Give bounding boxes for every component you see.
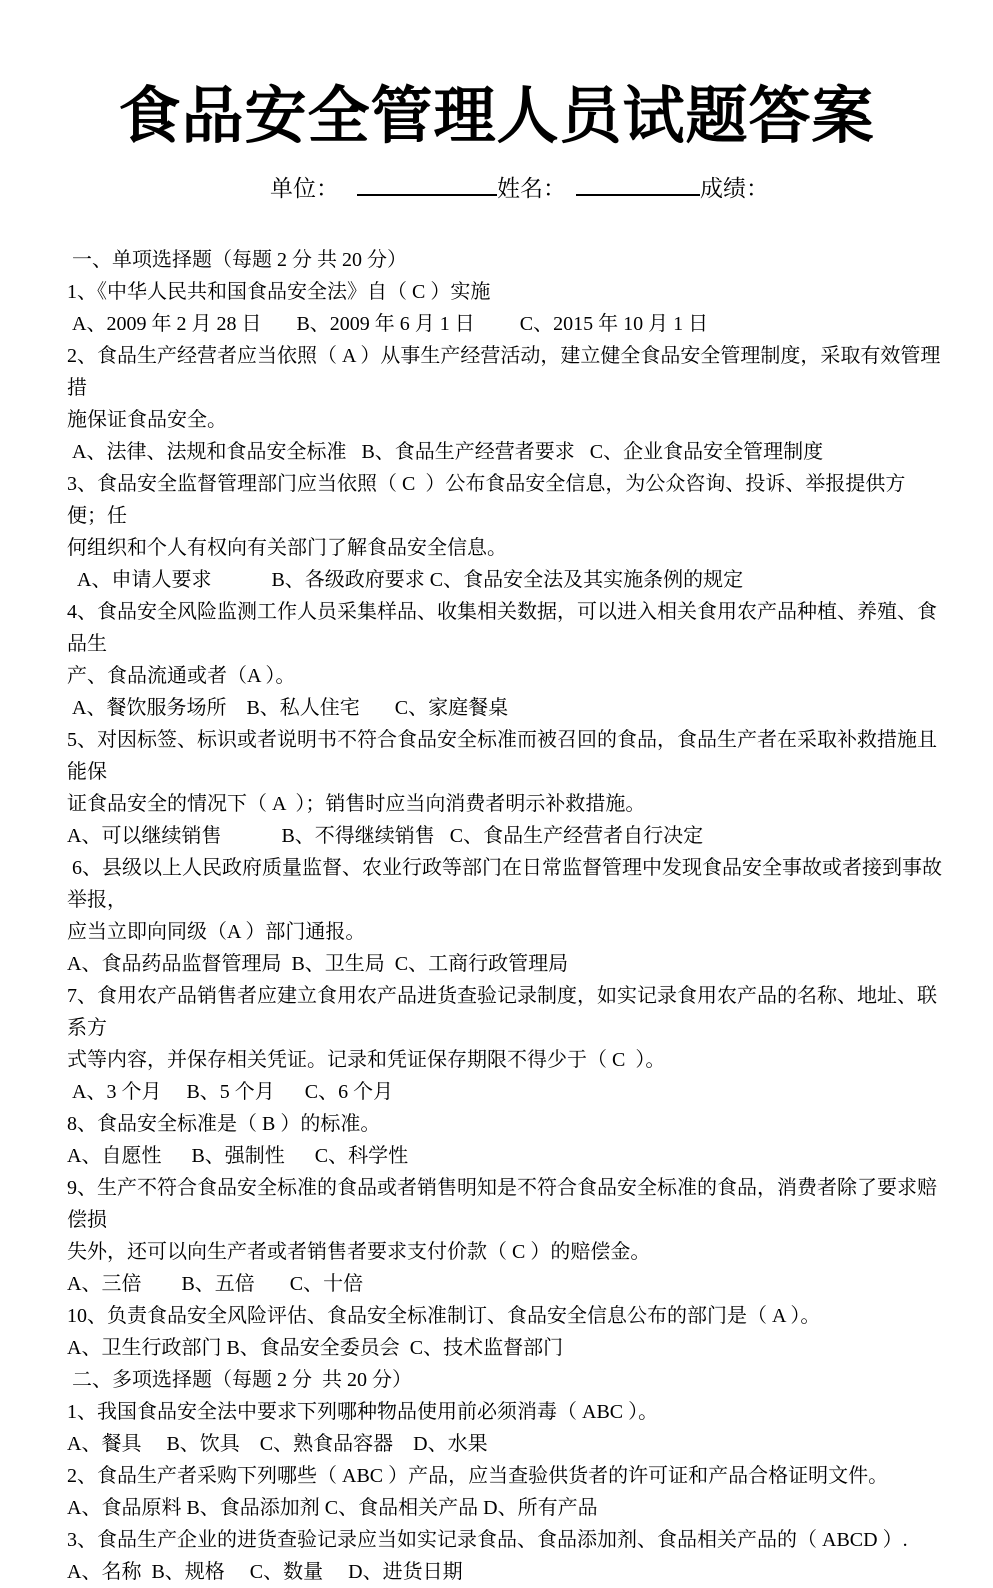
text-line: 施保证食品安全。	[67, 409, 227, 431]
text-line: A、餐饮服务场所 B、私人住宅 C、家庭餐桌	[67, 697, 509, 719]
unit-blank-field	[357, 172, 497, 196]
text-line: 7、食用农产品销售者应建立食用农产品进货查验记录制度，如实记录食用农产品的名称、地址、联系方	[67, 985, 937, 1039]
text-line: 证食品安全的情况下（ A ）；销售时应当向消费者明示补救措施。	[67, 793, 646, 815]
text-line: 1、我国食品安全法中要求下列哪种物品使用前必须消毒（ ABC ）。	[67, 1401, 659, 1423]
text-line: 式等内容，并保存相关凭证。记录和凭证保存期限不得少于（ C ）。	[67, 1049, 666, 1071]
text-line: 3、食品安全监督管理部门应当依照（ C ）公布食品安全信息，为公众咨询、投诉、举报提供方便；任	[67, 473, 906, 527]
text-line: A、申请人要求 B、各级政府要求 C、食品安全法及其实施条例的规定	[67, 569, 744, 591]
unit-label: 单位：	[270, 176, 339, 201]
text-line: A、餐具 B、饮具 C、熟食品容器 D、水果	[67, 1433, 488, 1455]
text-line: A、法律、法规和食品安全标准 B、食品生产经营者要求 C、企业食品安全管理制度	[67, 441, 824, 463]
text-line: A、2009 年 2 月 28 日 B、2009 年 6 月 1 日 C、2015 年 10 月 1 日	[67, 313, 709, 335]
text-line: 一、单项选择题（每题 2 分 共 20 分）	[67, 249, 407, 271]
text-line: 2、食品生产者采购下列哪些（ ABC ）产品，应当查验供货者的许可证和产品合格证明文件。	[67, 1465, 889, 1487]
text-line: 3、食品生产企业的进货查验记录应当如实记录食品、食品添加剂、食品相关产品的（ ABCD ）.	[67, 1529, 908, 1551]
text-line: A、食品药品监督管理局 B、卫生局 C、工商行政管理局	[67, 953, 569, 975]
text-line: 6、县级以上人民政府质量监督、农业行政等部门在日常监督管理中发现食品安全事故或者接到事故举报，	[67, 857, 942, 911]
name-blank-field	[576, 172, 700, 196]
text-line: 应当立即向同级（A ）部门通报。	[67, 921, 366, 943]
text-line: A、卫生行政部门 B、食品安全委员会 C、技术监督部门	[67, 1337, 564, 1359]
text-line: 1、《中华人民共和国食品安全法》自（ C ）实施	[67, 281, 491, 303]
text-line: 9、生产不符合食品安全标准的食品或者销售明知是不符合食品安全标准的食品，消费者除了要求赔偿损	[67, 1177, 937, 1231]
text-line: 产、食品流通或者（A ）。	[67, 665, 296, 687]
text-line: 何组织和个人有权向有关部门了解食品安全信息。	[67, 537, 507, 559]
text-line: 5、对因标签、标识或者说明书不符合食品安全标准而被召回的食品，食品生产者在采取补救措施且能保	[67, 729, 937, 783]
name-label: 姓名：	[497, 176, 566, 201]
text-line: 10、负责食品安全风险评估、食品安全标准制订、食品安全信息公布的部门是（ A ）。	[67, 1305, 821, 1327]
text-line: A、自愿性 B、强制性 C、科学性	[67, 1145, 409, 1167]
text-line: 二、多项选择题（每题 2 分 共 20 分）	[67, 1369, 412, 1391]
text-line: A、可以继续销售 B、不得继续销售 C、食品生产经营者自行决定	[67, 825, 704, 847]
exam-body	[0, 244, 993, 1588]
text-line: 8、食品安全标准是（ B ）的标准。	[67, 1113, 381, 1135]
text-line: 失外，还可以向生产者或者销售者要求支付价款（ C ）的赔偿金。	[67, 1241, 651, 1263]
text-line: A、3 个月 B、5 个月 C、6 个月	[67, 1081, 394, 1103]
page-title: 食品安全管理人员试题答案	[118, 83, 875, 151]
text-line: A、三倍 B、五倍 C、十倍	[67, 1273, 364, 1295]
text-line: 2、食品生产经营者应当依照（ A ）从事生产经营活动，建立健全食品安全管理制度，采取有效管理措	[67, 345, 941, 399]
text-line: A、食品原料 B、食品添加剂 C、食品相关产品 D、所有产品	[67, 1497, 598, 1519]
score-label: 成绩：	[700, 176, 769, 201]
fill-in-header	[0, 172, 993, 204]
text-line: 4、食品安全风险监测工作人员采集样品、收集相关数据，可以进入相关食用农产品种植、养殖、食品生	[67, 601, 937, 655]
text-line: A、名称 B、规格 C、数量 D、进货日期	[67, 1561, 463, 1583]
